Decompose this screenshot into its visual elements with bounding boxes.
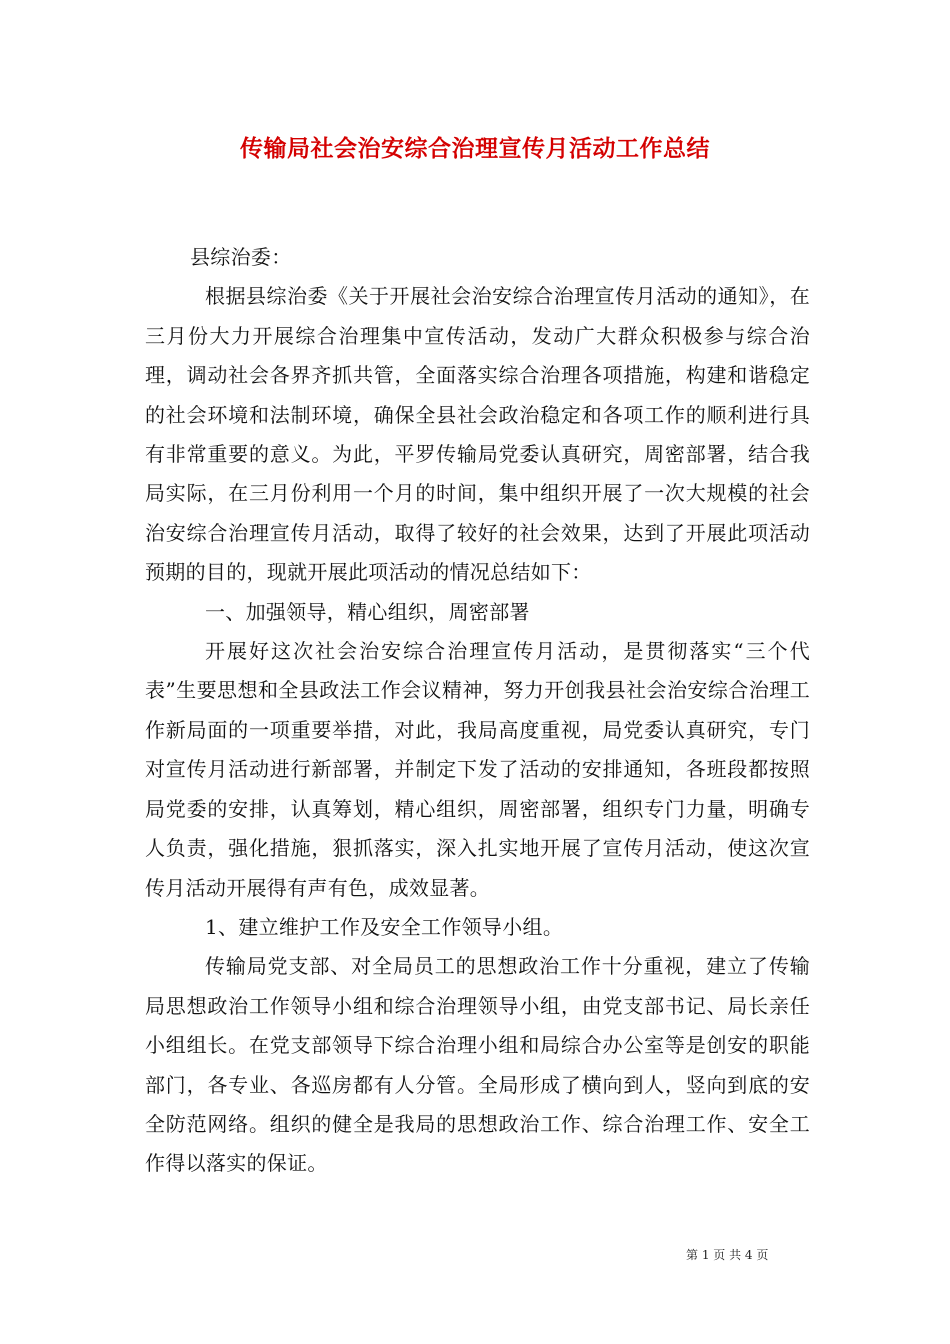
document-body xyxy=(145,238,810,1184)
subheading-1: 1、建立维护工作及安全工作领导小组。 xyxy=(205,914,564,939)
paragraph-intro: 根据县综治委《关于开展社会治安综合治理宣传月活动的通知》，在三月份大力开展综合治理集中宣传活动，发动广大群众积极参与综合治理，调动社会各界齐抓共管，全面落实综合治理各项措施，构建和谐稳定的社会环境和法制环境，确保全县社会政治稳定和各项工作的顺利进行具有非常重要的意义。为此，平罗传输局党委认真研究，周密部署，结合我局实际，在三月份利用一个月的时间，集中组织开展了一次大规模的社会治安综合治理宣传月活动，取得了较好的社会效果，达到了开展此项活动预期的目的，现就开展此项活动的情况总结如下： xyxy=(145,284,810,585)
section-heading-1: 一、加强领导，精心组织，周密部署 xyxy=(205,599,530,624)
paragraph-subsection-1: 传输局党支部、对全局员工的思想政治工作十分重视，建立了传输局思想政治工作领导小组和综合治理领导小组，由党支部书记、局长亲任小组组长。在党支部领导下综合治理小组和局综合办公室等是创安的职能部门，各专业、各巡房都有人分管。全局形成了横向到人，竖向到底的安全防范网络。组织的健全是我局的思想政治工作、综合治理工作、安全工作得以落实的保证。 xyxy=(145,954,810,1176)
page-number: 第 1 页 共 4 页 xyxy=(686,1248,769,1262)
document-title: 传输局社会治安综合治理宣传月活动工作总结 xyxy=(240,136,710,162)
salutation: 县综治委： xyxy=(190,245,292,269)
paragraph-section-1: 开展好这次社会治安综合治理宣传月活动，是贯彻落实“三个代表”生要思想和全县政法工作会议精神，努力开创我县社会治安综合治理工作新局面的一项重要举措，对此，我局高度重视，局党委认真研究，专门对宣传月活动进行新部署，并制定下发了活动的安排通知，各班段都按照局党委的安排，认真筹划，精心组织，周密部署，组织专门力量，明确专人负责，强化措施，狠抓落实，深入扎实地开展了宣传月活动，使这次宣传月活动开展得有声有色，成效显著。 xyxy=(145,639,810,900)
